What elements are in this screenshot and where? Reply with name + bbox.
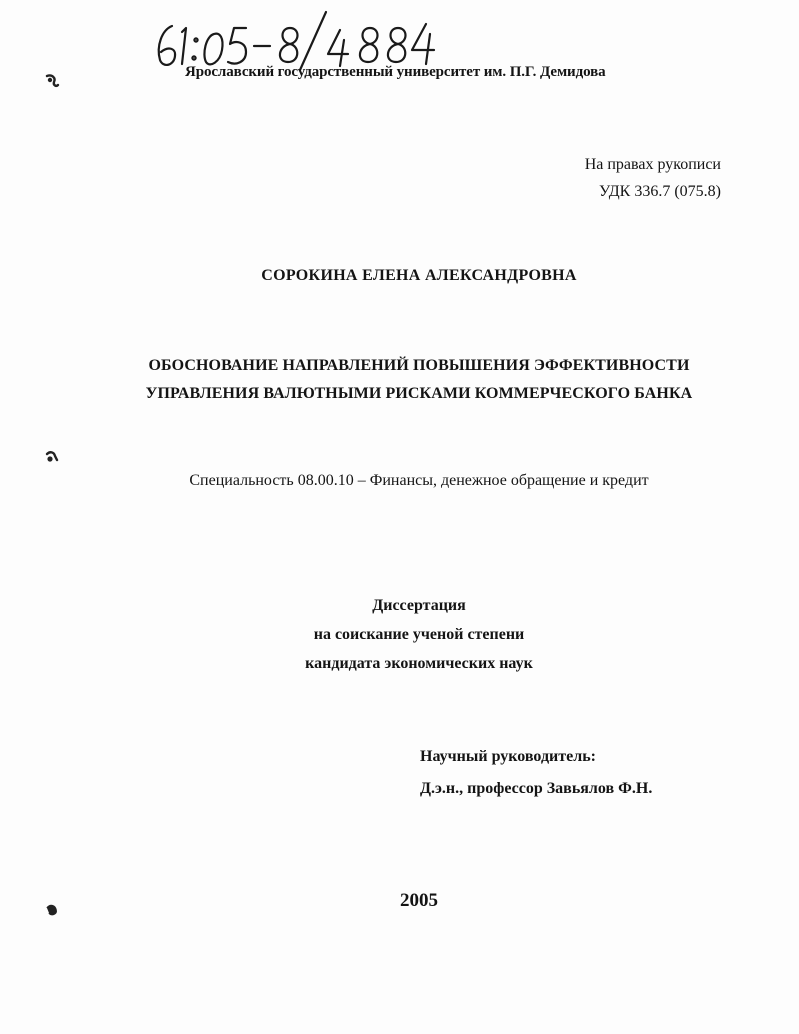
- supervisor-name: Д.э.н., профессор Завьялов Ф.Н.: [420, 780, 653, 797]
- degree-line-2: на соискание ученой степени: [313, 626, 525, 643]
- udc-code: УДК 336.7 (075.8): [599, 183, 721, 200]
- year: 2005: [400, 890, 438, 911]
- scan-mark-icon: [44, 902, 60, 918]
- specialty: Специальность 08.00.10 – Финансы, денежное обращение и кредит: [189, 472, 649, 489]
- supervisor-label: Научный руководитель:: [420, 748, 596, 765]
- degree-statement: [0, 591, 799, 678]
- title-line-2: УПРАВЛЕНИЯ ВАЛЮТНЫМИ РИСКАМИ КОММЕРЧЕСКОГО БАНКА: [145, 385, 693, 402]
- author-name: СОРОКИНА ЕЛЕНА АЛЕКСАНДРОВНА: [261, 267, 577, 284]
- dissertation-title: [0, 352, 799, 408]
- supervisor-block: [420, 741, 652, 805]
- scan-mark-icon: [44, 72, 62, 90]
- rights-line: На правах рукописи: [584, 156, 721, 173]
- manuscript-rights: [585, 151, 721, 205]
- degree-line-3: кандидата экономических наук: [305, 655, 533, 672]
- university-name: Ярославский государственный университет им. П.Г. Демидова: [185, 64, 606, 80]
- title-line-1: ОБОСНОВАНИЕ НАПРАВЛЕНИЙ ПОВЫШЕНИЯ ЭФФЕКТИВНОСТИ: [148, 357, 690, 374]
- handwritten-archive-code: [150, 6, 450, 72]
- scan-mark-icon: [44, 448, 62, 466]
- degree-line-1: Диссертация: [372, 597, 466, 614]
